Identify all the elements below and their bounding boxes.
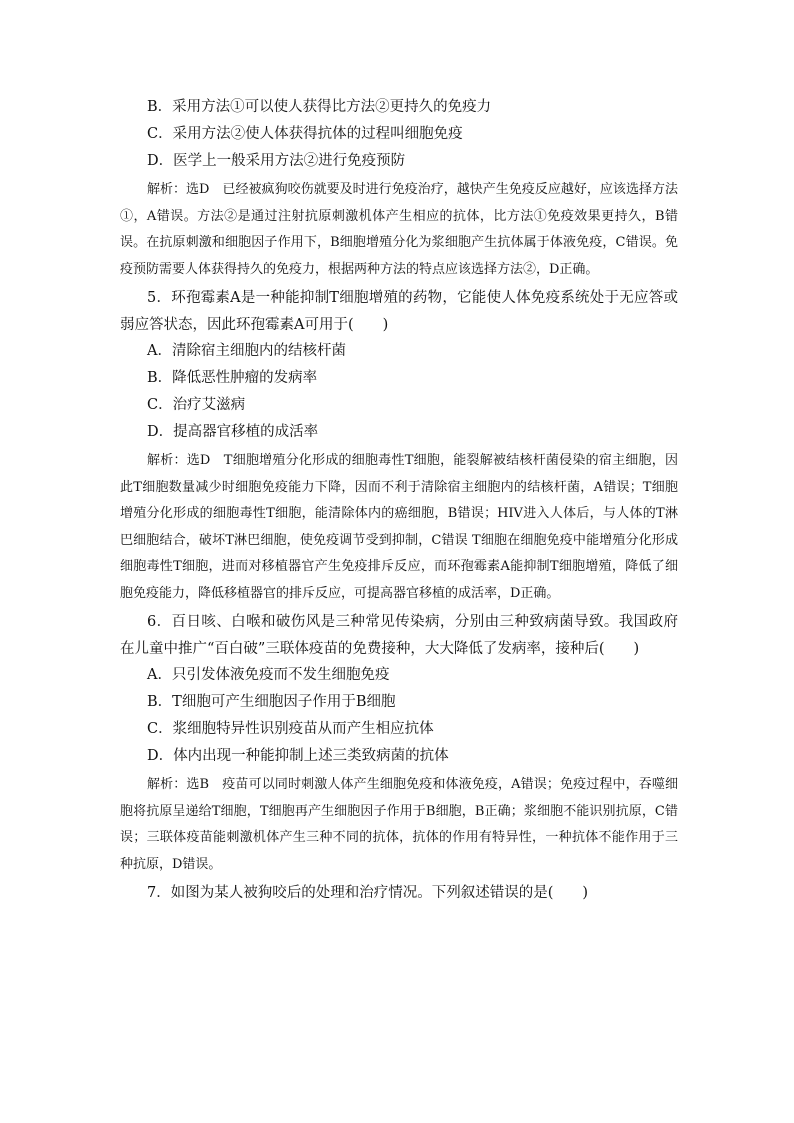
q6-option-d: D．体内出现一种能抑制上述三类致病菌的抗体 xyxy=(147,748,449,764)
q4-option-c: C．采用方法②使人体获得抗体的过程叫细胞免疫 xyxy=(147,126,463,142)
q6-analysis: 解析：选B 疫苗可以同时刺激人体产生细胞免疫和体液免疫，A错误；免疫过程中，吞噬细胞将抗原呈递给T细胞，T细胞再产生细胞因子作用于B细胞，B正确；浆细胞不能识别抗原，C错误；三联体疫苗能刺激机体产生三种不同的抗体，抗体的作用有特异性，一种抗体不能作用于三种抗原，D错误。 xyxy=(120,777,678,872)
question-6 xyxy=(120,609,678,878)
q5-option-d: D．提高器官移植的成活率 xyxy=(147,424,319,440)
q4-option-b: B．采用方法①可以使人获得比方法②更持久的免疫力 xyxy=(147,99,492,115)
question-4-tail xyxy=(120,94,678,283)
q7-stem: 7．如图为某人被狗咬后的处理和治疗情况。下列叙述错误的是( ) xyxy=(147,885,589,901)
q6-stem: 6．百日咳、白喉和破伤风是三种常见传染病，分别由三种致病菌导致。我国政府在儿童中推广“百白破”三联体疫苗的免费接种，大大降低了发病率，接种后( ) xyxy=(120,614,678,657)
q4-analysis: 解析：选D 已经被疯狗咬伤就要及时进行免疫治疗，越快产生免疫反应越好，应该选择方法①，A错误。方法②是通过注射抗原刺激机体产生相应的抗体，比方法①免疫效果更持久，B错误。在抗原刺激和细胞因子作用下，B细胞增殖分化为浆细胞产生抗体属于体液免疫，C错误。免疫预防需要人体获得持久的免疫力，根据两种方法的特点应该选择方法②，D正确。 xyxy=(120,182,678,277)
q6-option-c: C．浆细胞特异性识别疫苗从而产生相应抗体 xyxy=(147,721,434,737)
page-content xyxy=(120,94,678,907)
q5-stem: 5．环孢霉素A是一种能抑制T细胞增殖的药物，它能使人体免疫系统处于无应答或弱应答状态，因此环孢霉素A可用于( ) xyxy=(120,290,678,333)
q6-option-b: B．T细胞可产生细胞因子作用于B细胞 xyxy=(147,694,396,710)
q6-option-a: A．只引发体液免疫而不发生细胞免疫 xyxy=(147,667,390,683)
q5-analysis: 解析：选D T细胞增殖分化形成的细胞毒性T细胞，能裂解被结核杆菌侵染的宿主细胞，因此T细胞数量减少时细胞免疫能力下降，因而不利于清除宿主细胞内的结核杆菌，A错误；T细胞增殖分化形成的细胞毒性T细胞，能清除体内的癌细胞，B错误；HIV进入人体后，与人体的T淋巴细胞结合，破坏T淋巴细胞，使免疫调节受到抑制，C错误 T细胞在细胞免疫中能增殖分化形成细胞毒性T细胞，进而对移植器官产生免疫排斥反应，而环孢霉素A能抑制T细胞增殖，降低了细胞免疫能力，降低移植器官的排斥反应，可提高器官移植的成活率，D正确。 xyxy=(120,453,678,601)
q5-option-c: C．治疗艾滋病 xyxy=(147,397,246,413)
q5-option-b: B．降低恶性肿瘤的发病率 xyxy=(147,370,318,386)
q4-option-d: D．医学上一般采用方法②进行免疫预防 xyxy=(147,153,406,169)
question-5 xyxy=(120,285,678,607)
q5-option-a: A．清除宿主细胞内的结核杆菌 xyxy=(147,343,346,359)
question-7 xyxy=(120,880,678,907)
